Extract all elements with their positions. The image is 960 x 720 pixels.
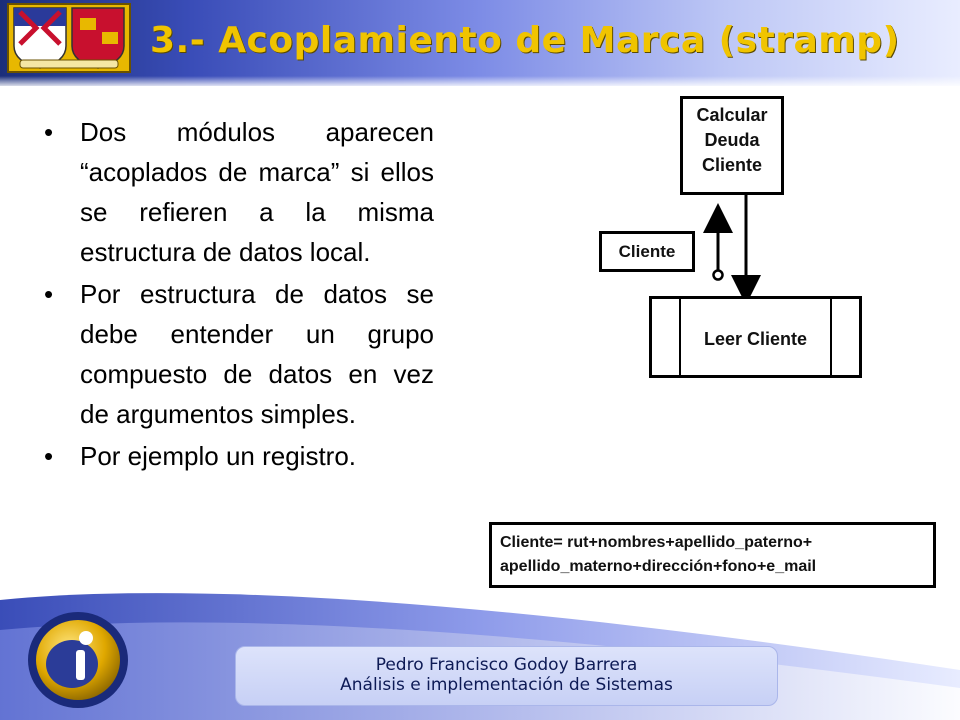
data-flag-cliente: Cliente <box>599 231 695 272</box>
bullet-text: Dos módulos aparecen “acoplados de marca” si ellos se refieren a la misma estructura de datos local. <box>80 117 434 267</box>
module-left-bar <box>679 299 681 375</box>
footer-credits <box>235 646 778 706</box>
i-logo-icon <box>28 612 128 708</box>
data-couple-circle <box>714 271 723 280</box>
calcular-deuda-cliente-box <box>680 96 784 195</box>
bullet-dot: • <box>44 441 54 471</box>
module-label: Leer Cliente <box>703 329 808 349</box>
definition-line: apellido_materno+dirección+fono+e_mail <box>500 558 817 575</box>
calc-box-line: Calcular <box>696 105 768 125</box>
bullet-dot: • <box>44 279 54 309</box>
bullet-dot: • <box>44 117 54 147</box>
calc-box-line: Deuda <box>704 130 760 150</box>
bullet-text: Por estructura de datos se debe entender un grupo compuesto de datos en vez de argumentos simples. <box>80 279 434 429</box>
footer-author: Pedro Francisco Godoy Barrera <box>375 655 638 675</box>
calc-box-line: Cliente <box>701 155 762 175</box>
leer-cliente-module <box>649 296 862 378</box>
bullet-text: Por ejemplo un registro. <box>80 441 357 471</box>
footer-course: Análisis e implementación de Sistemas <box>340 675 673 695</box>
module-right-bar <box>830 299 832 375</box>
slide-title: 3.- Acoplamiento de Marca (stramp) <box>150 20 900 61</box>
definition-line: Cliente= rut+nombres+apellido_paterno+ <box>500 534 813 551</box>
